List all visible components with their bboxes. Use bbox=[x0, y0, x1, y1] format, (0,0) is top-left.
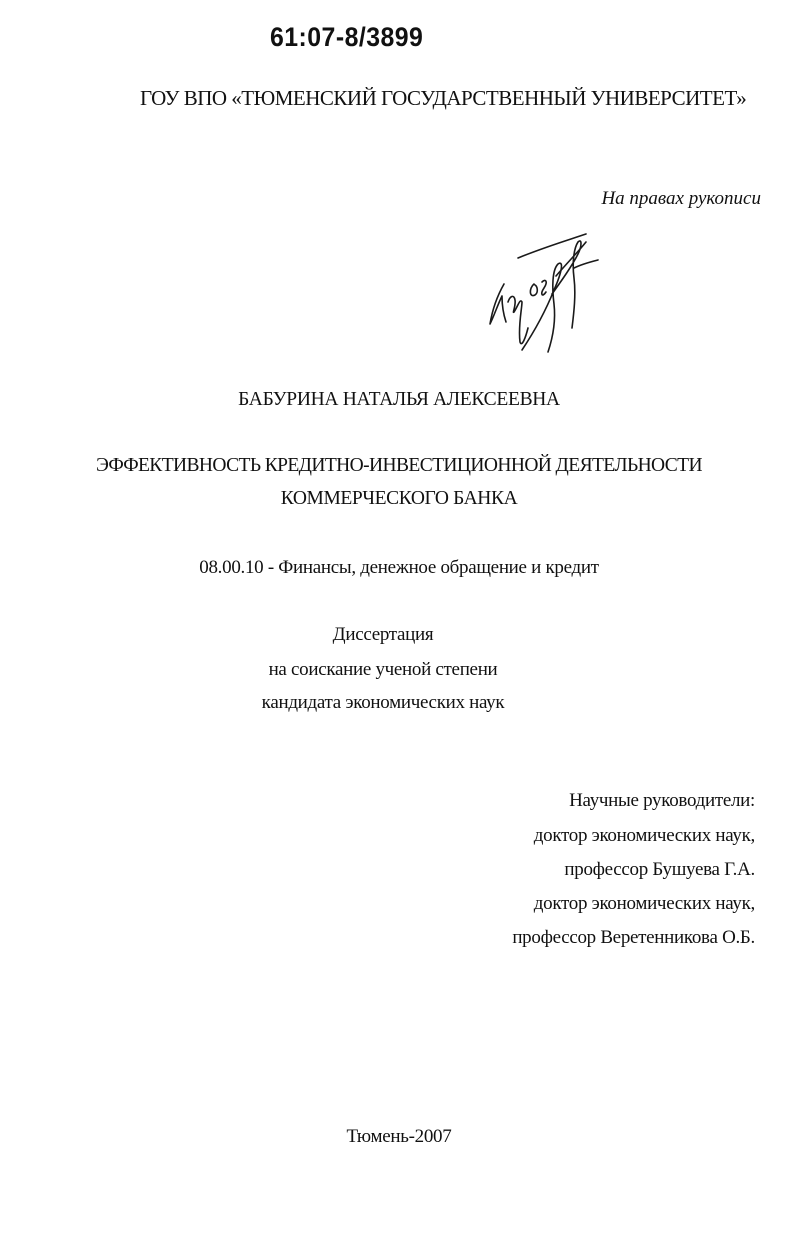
degree-line: кандидата экономических наук bbox=[261, 692, 505, 713]
advisor-name: профессор Веретенникова О.Б. bbox=[512, 927, 755, 948]
advisor-degree: доктор экономических наук, bbox=[533, 893, 755, 914]
university-name: ГОУ ВПО «ТЮМЕНСКИЙ ГОСУДАРСТВЕННЫЙ УНИВЕРСИТЕТ» bbox=[140, 86, 747, 110]
handwritten-signature bbox=[482, 232, 612, 362]
degree-line: Диссертация bbox=[332, 624, 434, 645]
manuscript-note: На правах рукописи bbox=[601, 188, 761, 209]
catalog-number: 61:07-8/3899 bbox=[270, 22, 424, 52]
dissertation-title-line-2: КОММЕРЧЕСКОГО БАНКА bbox=[280, 488, 518, 509]
advisor-name: профессор Бушуева Г.А. bbox=[564, 859, 755, 880]
dissertation-title-line-1: ЭФФЕКТИВНОСТЬ КРЕДИТНО-ИНВЕСТИЦИОННОЙ ДЕЯТЕЛЬНОСТИ bbox=[96, 455, 702, 476]
author-name: БАБУРИНА НАТАЛЬЯ АЛЕКСЕЕВНА bbox=[238, 389, 560, 410]
advisor-degree: доктор экономических наук, bbox=[533, 825, 755, 846]
city-year: Тюмень-2007 bbox=[346, 1126, 452, 1147]
advisors-heading: Научные руководители: bbox=[569, 790, 755, 811]
specialty-code: 08.00.10 - Финансы, денежное обращение и кредит bbox=[199, 557, 599, 578]
degree-line: на соискание ученой степени bbox=[268, 659, 498, 680]
